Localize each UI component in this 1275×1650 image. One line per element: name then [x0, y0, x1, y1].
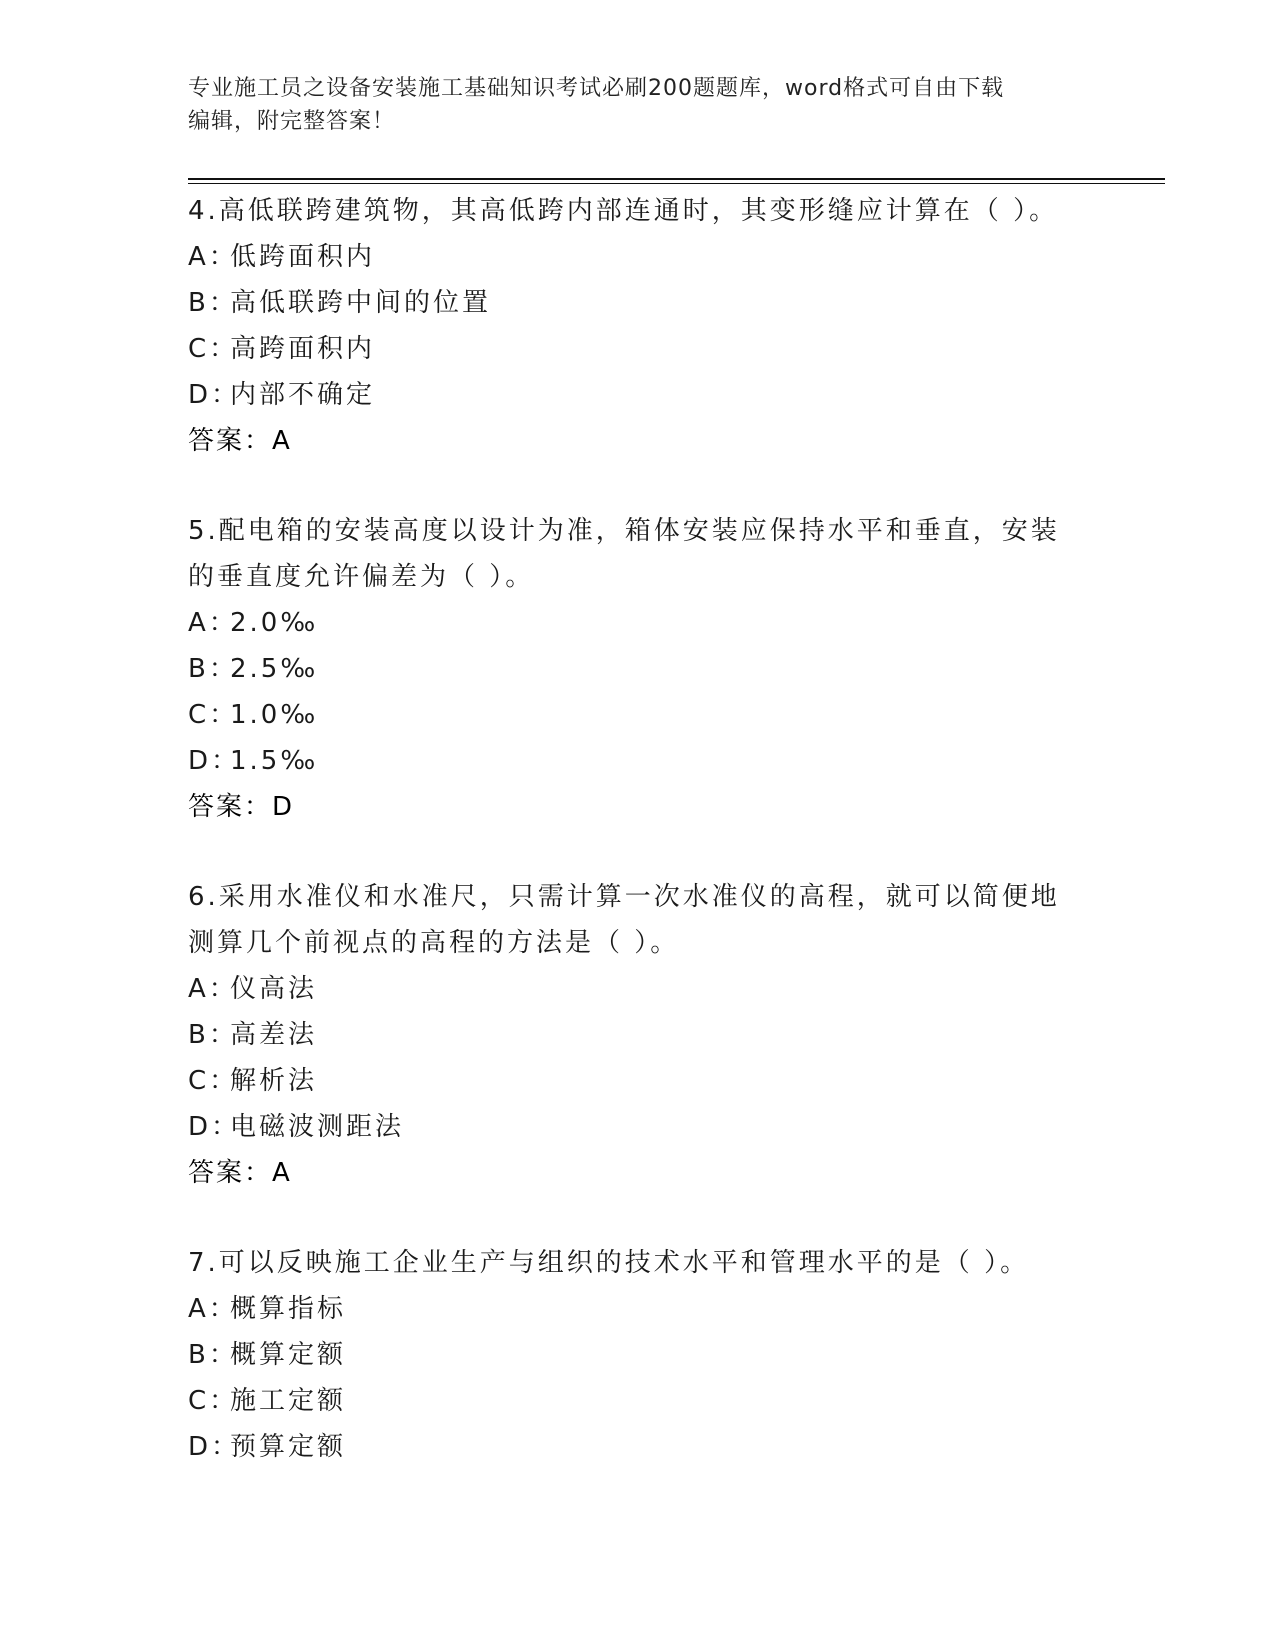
option-text: 仪高法 [230, 974, 318, 1004]
option-key: A： [188, 1294, 238, 1324]
option-a [188, 966, 1088, 1012]
option-key: D： [188, 1112, 241, 1142]
answer-line: 答案：A [188, 1158, 292, 1188]
option-key: B： [188, 1020, 238, 1050]
question-stem: 4.高低联跨建筑物，其高低跨内部连通时，其变形缝应计算在（ ）。 [188, 196, 1059, 226]
option-b [188, 646, 1088, 692]
header-divider-thin [188, 183, 1165, 184]
option-c [188, 1378, 1088, 1424]
answer-line: 答案：D [188, 792, 295, 822]
question-4 [188, 188, 1088, 464]
header-divider-thick [188, 178, 1165, 180]
answer-line: 答案：A [188, 426, 292, 456]
option-key: B： [188, 1340, 238, 1370]
option-text: 高差法 [230, 1020, 318, 1050]
option-a [188, 234, 1088, 280]
document-header [188, 72, 1088, 138]
option-text: 概算指标 [230, 1294, 347, 1324]
option-text: 内部不确定 [230, 380, 376, 410]
option-d [188, 1104, 1088, 1150]
option-b [188, 280, 1088, 326]
question-7 [188, 1240, 1088, 1470]
header-title-line-1: 专业施工员之设备安装施工基础知识考试必刷200题题库，word格式可自由下载 [188, 76, 1005, 101]
option-text: 低跨面积内 [230, 242, 376, 272]
option-key: C： [188, 700, 239, 730]
question-stem: 6.采用水准仪和水准尺，只需计算一次水准仪的高程，就可以简便地测算几个前视点的高程的方法是（ ）。 [188, 882, 1060, 958]
option-b [188, 1012, 1088, 1058]
option-key: D： [188, 380, 241, 410]
option-key: C： [188, 1066, 239, 1096]
option-text: 2.0‰ [230, 608, 319, 638]
option-key: A： [188, 242, 238, 272]
option-key: A： [188, 974, 238, 1004]
question-5 [188, 508, 1088, 830]
option-key: A： [188, 608, 238, 638]
option-text: 1.5‰ [230, 746, 319, 776]
option-text: 电磁波测距法 [230, 1112, 405, 1142]
option-a [188, 600, 1088, 646]
option-text: 解析法 [230, 1066, 318, 1096]
option-c [188, 692, 1088, 738]
option-key: B： [188, 654, 238, 684]
header-title-line-2: 编辑，附完整答案！ [188, 109, 396, 134]
option-c [188, 1058, 1088, 1104]
option-d [188, 1424, 1088, 1470]
question-6 [188, 874, 1088, 1196]
option-text: 1.0‰ [230, 700, 319, 730]
option-b [188, 1332, 1088, 1378]
option-key: C： [188, 1386, 239, 1416]
option-key: D： [188, 1432, 241, 1462]
option-text: 高低联跨中间的位置 [230, 288, 492, 318]
option-text: 高跨面积内 [230, 334, 376, 364]
option-text: 2.5‰ [230, 654, 319, 684]
option-d [188, 372, 1088, 418]
option-text: 施工定额 [230, 1386, 347, 1416]
option-text: 预算定额 [230, 1432, 347, 1462]
question-stem: 7.可以反映施工企业生产与组织的技术水平和管理水平的是（ ）。 [188, 1248, 1030, 1278]
option-a [188, 1286, 1088, 1332]
question-stem: 5.配电箱的安装高度以设计为准，箱体安装应保持水平和垂直，安装的垂直度允许偏差为（ ）。 [188, 516, 1060, 592]
option-key: D： [188, 746, 241, 776]
question-list [188, 188, 1088, 1514]
option-text: 概算定额 [230, 1340, 347, 1370]
option-d [188, 738, 1088, 784]
option-key: C： [188, 334, 239, 364]
option-c [188, 326, 1088, 372]
option-key: B： [188, 288, 238, 318]
